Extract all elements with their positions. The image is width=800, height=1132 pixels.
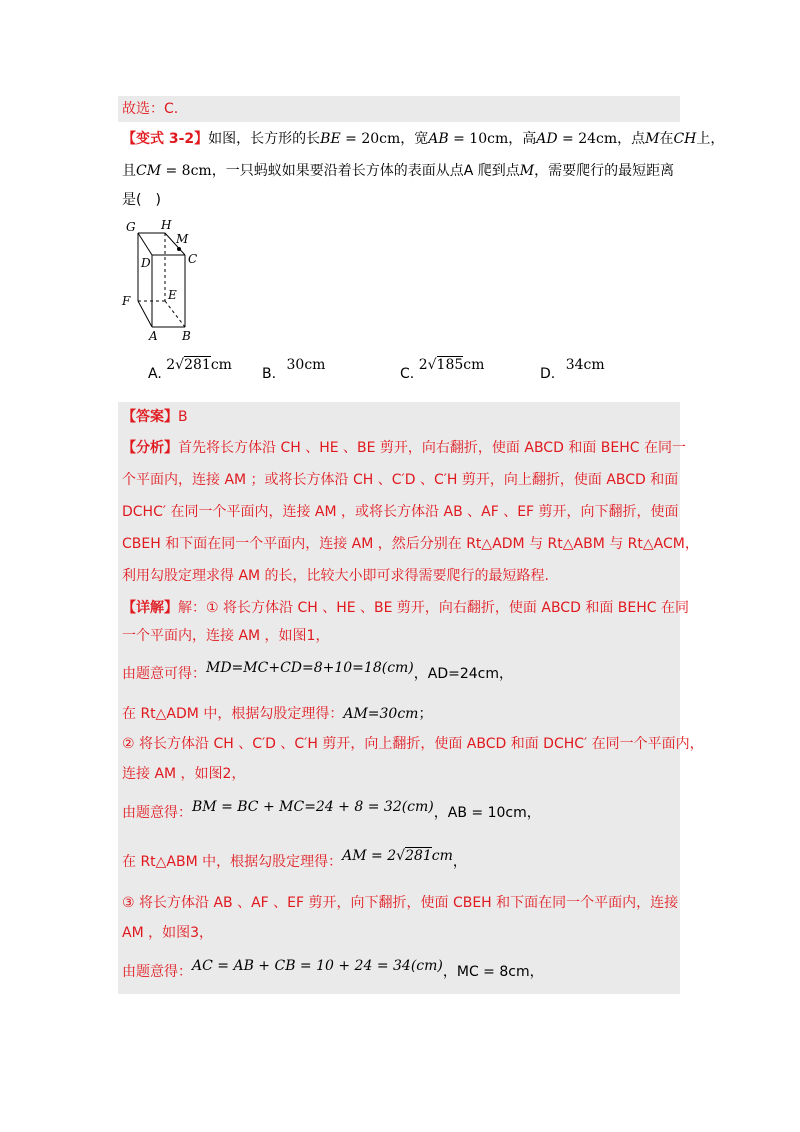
detail-line-3: 由题意可得：MD=MC+CD=8+10=18(cm)，AD=24cm， xyxy=(122,660,514,682)
analysis-line-4: CBEH 和下面在同一个平面内，连接 AM ，然后分别在 Rt△ADM 与 Rt△ABM 与 Rt△ACM， xyxy=(122,536,699,552)
option-a[interactable]: A. 2√281cm xyxy=(148,357,232,382)
analysis-line-3: DCHC′ 在同一个平面内，连接 AM ，或将长方体沿 AB 、AF 、EF 剪开，向下翻折，使面 xyxy=(122,504,679,520)
label-f: F xyxy=(122,294,131,308)
question-line-2: 且CM = 8cm，一只蚂蚁如果要沿着长方体的表面从点A 爬到点M，需要爬行的最短距离 xyxy=(122,163,675,179)
previous-answer-block xyxy=(118,96,680,122)
question-line-3: 是( ) xyxy=(122,192,161,208)
detail-line-10: AM ，如图3， xyxy=(122,925,214,941)
label-e: E xyxy=(168,288,177,302)
answer-line: 【答案】B xyxy=(122,409,188,425)
detail-line-6: 连接 AM ，如图2， xyxy=(122,766,246,782)
label-d: D xyxy=(141,256,151,270)
label-a: A xyxy=(149,329,158,343)
label-b: B xyxy=(182,329,191,343)
option-b[interactable]: B. 30cm xyxy=(262,357,326,382)
detail-line-11: 由题意得：AC = AB + CB = 10 + 24 = 34(cm)，MC = 8cm， xyxy=(122,958,544,980)
cuboid-figure xyxy=(118,215,208,345)
analysis-line-1: 【分析】首先将长方体沿 CH 、HE 、BE 剪开，向右翻折，使面 ABCD 和面 BEHC 在同一 xyxy=(122,440,686,456)
question-line-1: 【变式 3-2】如图，长方形的长BE = 20cm，宽AB = 10cm，高AD = 24cm，点M在CH上， xyxy=(122,131,725,147)
detail-line-2: 一个平面内，连接 AM ，如图1， xyxy=(122,628,330,644)
analysis-line-2: 个平面内，连接 AM ；或将长方体沿 CH 、C′D 、C′H 剪开，向上翻折，使面 ABCD 和面 xyxy=(122,472,679,488)
label-g: G xyxy=(126,220,136,234)
point-m-dot xyxy=(177,247,181,251)
detail-line-7: 由题意得：BM = BC + MC=24 + 8 = 32(cm)，AB = 10cm， xyxy=(122,799,541,821)
label-m: M xyxy=(176,232,189,246)
detail-line-5: ② 将长方体沿 CH 、C′D 、C′H 剪开，向上翻折，使面 ABCD 和面 DCHC′ 在同一个平面内， xyxy=(122,736,704,752)
detail-line-1: 【详解】解：① 将长方体沿 CH 、HE 、BE 剪开，向右翻折，使面 ABCD 和面 BEHC 在同 xyxy=(122,600,689,616)
detail-line-4: 在 Rt△ADM 中，根据勾股定理得：AM=30cm； xyxy=(122,706,433,722)
option-c[interactable]: C. 2√185cm xyxy=(400,357,485,382)
label-c: C xyxy=(188,252,198,266)
detail-line-8: 在 Rt△ABM 中，根据勾股定理得：AM = 2√281cm， xyxy=(122,848,467,870)
detail-line-9: ③ 将长方体沿 AB 、AF 、EF 剪开，向下翻折，使面 CBEH 和下面在同一个平面内，连接 xyxy=(122,895,679,911)
label-h: H xyxy=(161,218,172,232)
option-d[interactable]: D. 34cm xyxy=(540,357,605,382)
analysis-line-5: 利用勾股定理求得 AM 的长，比较大小即可求得需要爬行的最短路程. xyxy=(122,568,550,584)
previous-conclusion: 故选：C. xyxy=(122,101,179,117)
question-tag: 【变式 3-2】 xyxy=(122,131,209,147)
